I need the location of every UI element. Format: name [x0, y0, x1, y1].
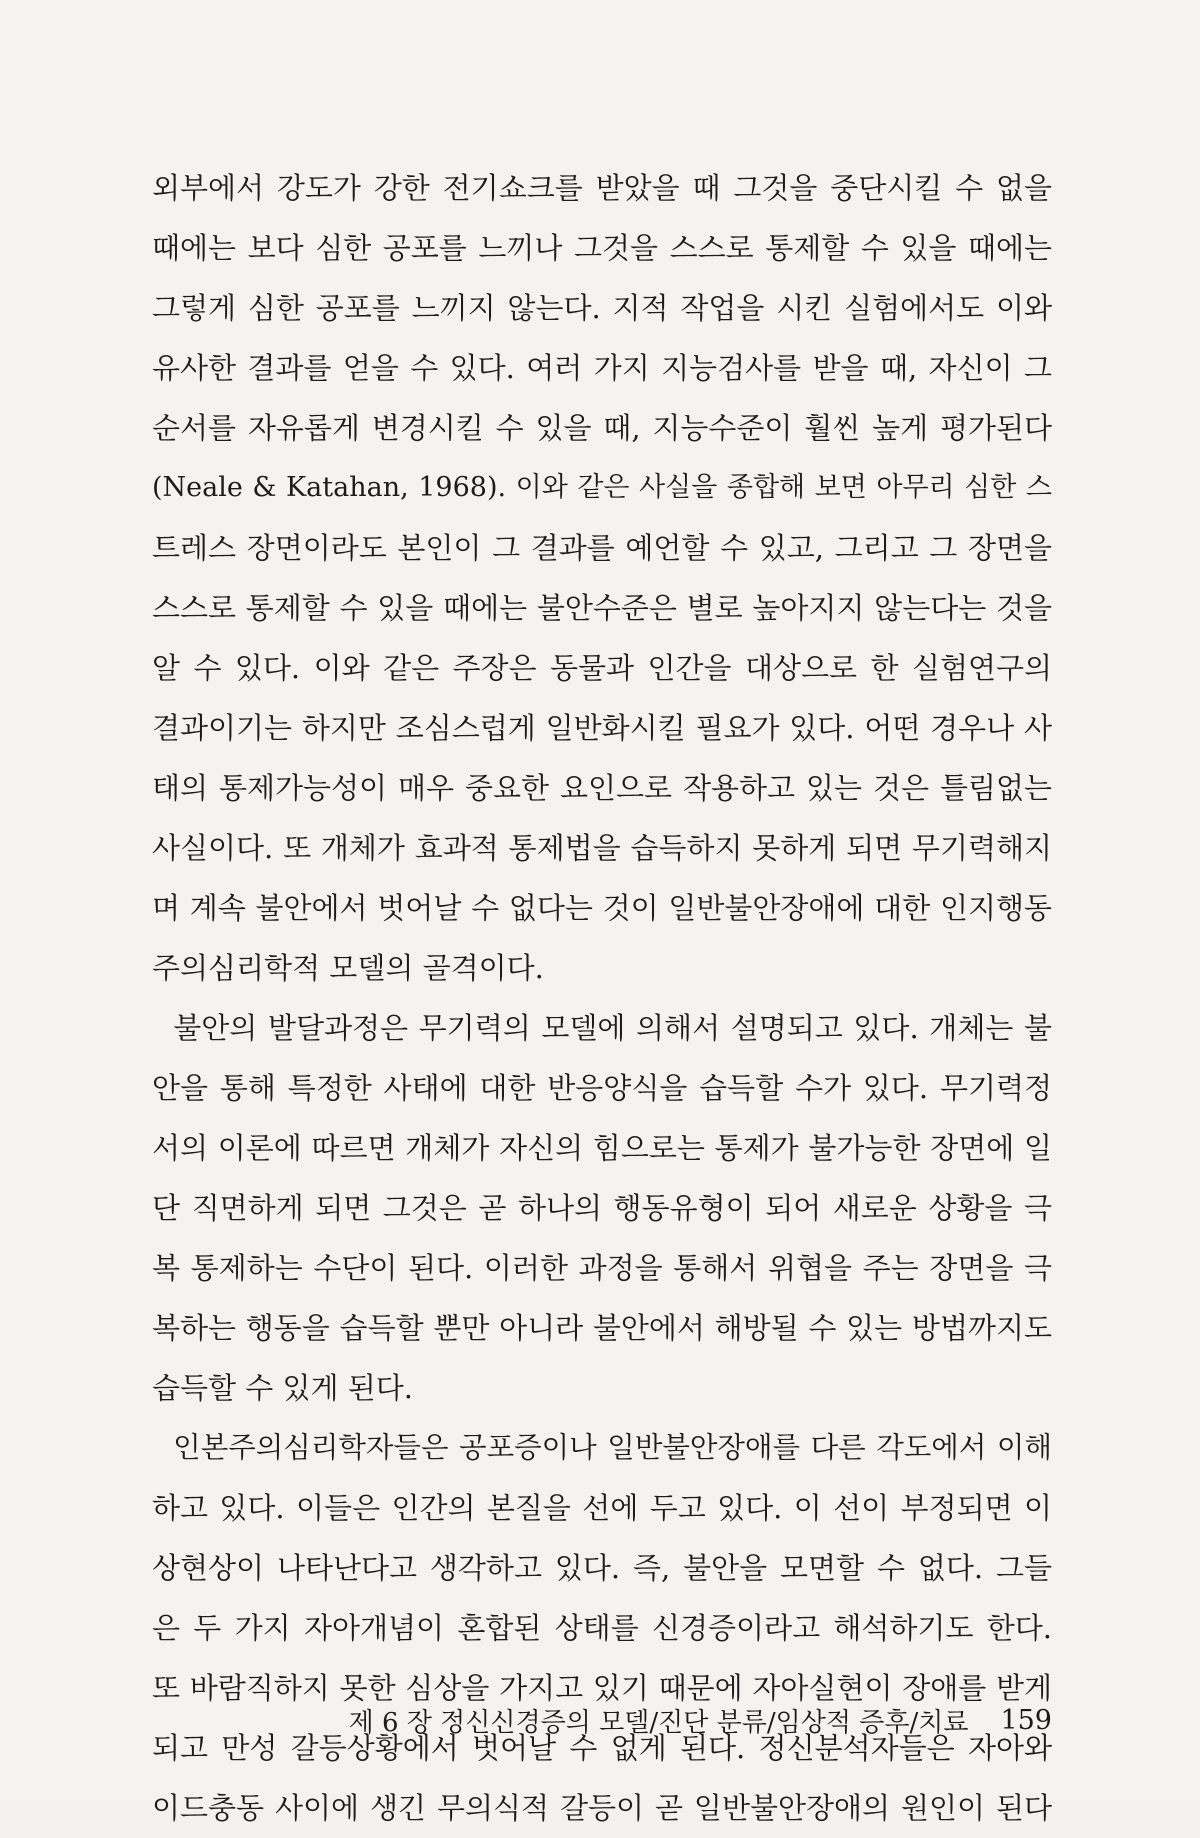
text-line: 결과이기는 하지만 조심스럽게 일반화시킬 필요가 있다. 어떤 경우나 사: [152, 711, 1052, 745]
text-line: 외부에서 강도가 강한 전기쇼크를 받았을 때 그것을 중단시킬 수 없을: [152, 171, 1052, 205]
text-line: 단 직면하게 되면 그것은 곧 하나의 행동유형이 되어 새로운 상황을 극: [152, 1191, 1052, 1225]
text-line: 며 계속 불안에서 벗어날 수 없다는 것이 일반불안장애에 대한 인지행동: [152, 891, 1052, 925]
text-line: 인본주의심리학자들은 공포증이나 일반불안장애를 다른 각도에서 이해: [152, 1431, 1052, 1464]
text-line: 사실이다. 또 개체가 효과적 통제법을 습득하지 못하게 되면 무기력해지: [152, 831, 1052, 865]
text-line: 트레스 장면이라도 본인이 그 결과를 예언할 수 있고, 그리고 그 장면을: [152, 531, 1052, 565]
text-line: 복하는 행동을 습득할 뿐만 아니라 불안에서 해방될 수 있는 방법까지도: [152, 1311, 1052, 1345]
text-line: 또 바람직하지 못한 심상을 가지고 있기 때문에 자아실현이 장애를 받게: [152, 1671, 1052, 1705]
text-line: 그렇게 심한 공포를 느끼지 않는다. 지적 작업을 시킨 실험에서도 이와: [152, 291, 1052, 325]
text-line: 복 통제하는 수단이 된다. 이러한 과정을 통해서 위협을 주는 장면을 극: [152, 1251, 1052, 1285]
text-line: 습득할 수 있게 된다.: [152, 1371, 413, 1405]
text-line: 상현상이 나타난다고 생각하고 있다. 즉, 불안을 모면할 수 없다. 그들: [152, 1551, 1052, 1585]
text-line: 서의 이론에 따르면 개체가 자신의 힘으로는 통제가 불가능한 장면에 일: [152, 1131, 1052, 1165]
text-line: 스스로 통제할 수 있을 때에는 불안수준은 별로 높아지지 않는다는 것을: [152, 591, 1052, 625]
text-line: 때에는 보다 심한 공포를 느끼나 그것을 스스로 통제할 수 있을 때에는: [152, 231, 1052, 265]
chapter-title: 제 6 장 정신신경증의 모델/진단 분류/임상적 증후/치료: [348, 1707, 969, 1738]
page-number: 159: [1000, 1704, 1052, 1736]
text-line: 태의 통제가능성이 매우 중요한 요인으로 작용하고 있는 것은 틀림없는: [152, 771, 1052, 805]
text-line: 주의심리학적 모델의 골격이다.: [152, 951, 544, 985]
text-line: 유사한 결과를 얻을 수 있다. 여러 가지 지능검사를 받을 때, 자신이 그: [152, 351, 1052, 385]
text-line: 이드충동 사이에 생긴 무의식적 갈등이 곧 일반불안장애의 원인이 된다: [152, 1791, 1052, 1825]
text-line: 하고 있다. 이들은 인간의 본질을 선에 두고 있다. 이 선이 부정되면 이: [152, 1491, 1052, 1525]
text-line: 은 두 가지 자아개념이 혼합된 상태를 신경증이라고 해석하기도 한다.: [152, 1611, 1052, 1645]
running-footer: [152, 1690, 1052, 1750]
text-line: 되고 만성 갈등상황에서 벗어날 수 없게 된다. 정신분석자들은 자아와: [152, 1731, 1052, 1765]
text-line: 알 수 있다. 이와 같은 주장은 동물과 인간을 대상으로 한 실험연구의: [152, 651, 1052, 685]
body-text: [152, 158, 1052, 1838]
text-line: 순서를 자유롭게 변경시킬 수 있을 때, 지능수준이 훨씬 높게 평가된다: [152, 411, 1052, 445]
text-line: (Neale & Katahan, 1968). 이와 같은 사실을 종합해 보면 아무리 심한 스: [152, 472, 1052, 503]
text-line: 불안의 발달과정은 무기력의 모델에 의해서 설명되고 있다. 개체는 불: [152, 1011, 1052, 1045]
text-line: 안을 통해 특정한 사태에 대한 반응양식을 습득할 수가 있다. 무기력정: [152, 1071, 1052, 1105]
